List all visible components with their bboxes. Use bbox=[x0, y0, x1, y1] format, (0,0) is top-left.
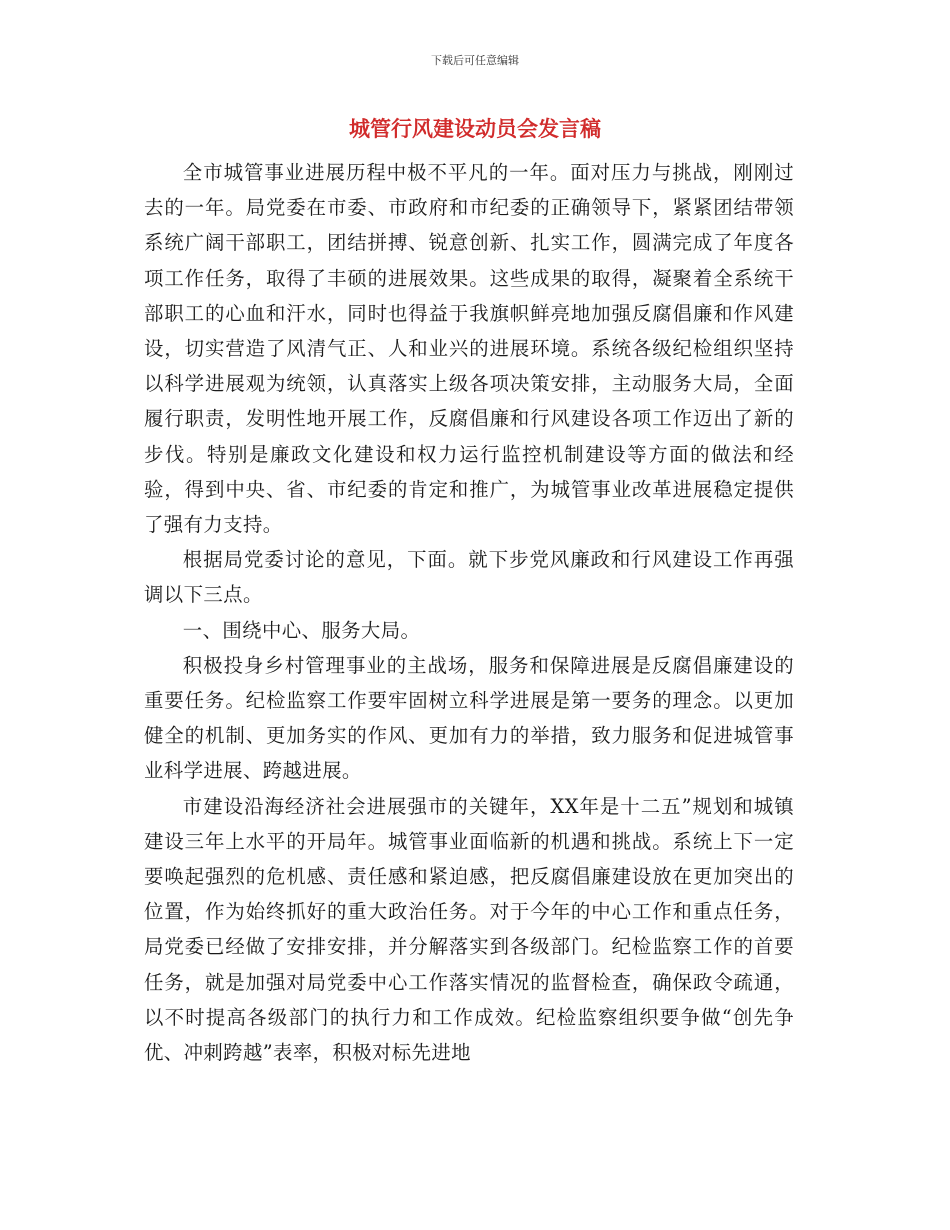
document-body bbox=[144, 155, 794, 1070]
paragraph-4: 市建设沿海经济社会进展强市的关键年，XX年是十二五”规划和城镇建设三年上水平的开局年。城管事业面临新的机遇和挑战。系统上下一定要唤起强烈的危机感、责任感和紧迫感，把反腐倡廉建设放在更加突出的位置，作为始终抓好的重大政治任务。对于今年的中心工作和重点任务，局党委已经做了安排安排，并分解落实到各级部门。纪检监察工作的首要任务，就是加强对局党委中心工作落实情况的监督检查，确保政令疏通，以不时提高各级部门的执行力和工作成效。纪检监察组织要争做“创先争优、冲刺跨越”表率，积极对标先进地 bbox=[144, 794, 794, 1065]
paragraph-2: 根据局党委讨论的意见，下面。就下步党风廉政和行风建设工作再强调以下三点。 bbox=[144, 548, 794, 607]
document-title: 城管行风建设动员会发言稿 bbox=[349, 117, 601, 141]
paragraph-1: 全市城管事业进展历程中极不平凡的一年。面对压力与挑战，刚刚过去的一年。局党委在市委、市政府和市纪委的正确领导下，紧紧团结带领系统广阔干部职工，团结拼搏、锐意创新、扎实工作，圆满完成了年度各项工作任务，取得了丰硕的进展效果。这些成果的取得，凝聚着全系统干部职工的心血和汗水，同时也得益于我旗帜鲜亮地加强反腐倡廉和作风建设，切实营造了风清气正、人和业兴的进展环境。系统各级纪检组织坚持以科学进展观为统领，认真落实上级各项决策安排，主动服务大局，全面履行职责，发明性地开展工作，反腐倡廉和行风建设各项工作迈出了新的步伐。特别是廉政文化建设和权力运行监控机制建设等方面的做法和经验，得到中央、省、市纪委的肯定和推广，为城管事业改革进展稳定提供了强有力支持。 bbox=[144, 161, 794, 537]
paragraph-3: 积极投身乡村管理事业的主战场，服务和保障进展是反腐倡廉建设的重要任务。纪检监察工作要牢固树立科学进展是第一要务的理念。以更加健全的机制、更加务实的作风、更加有力的举措，致力服务和促进城管事业科学进展、跨越进展。 bbox=[144, 653, 794, 783]
page-header-note: 下载后可任意编辑 bbox=[431, 54, 519, 67]
section-heading-1: 一、围绕中心、服务大局。 bbox=[182, 618, 421, 642]
